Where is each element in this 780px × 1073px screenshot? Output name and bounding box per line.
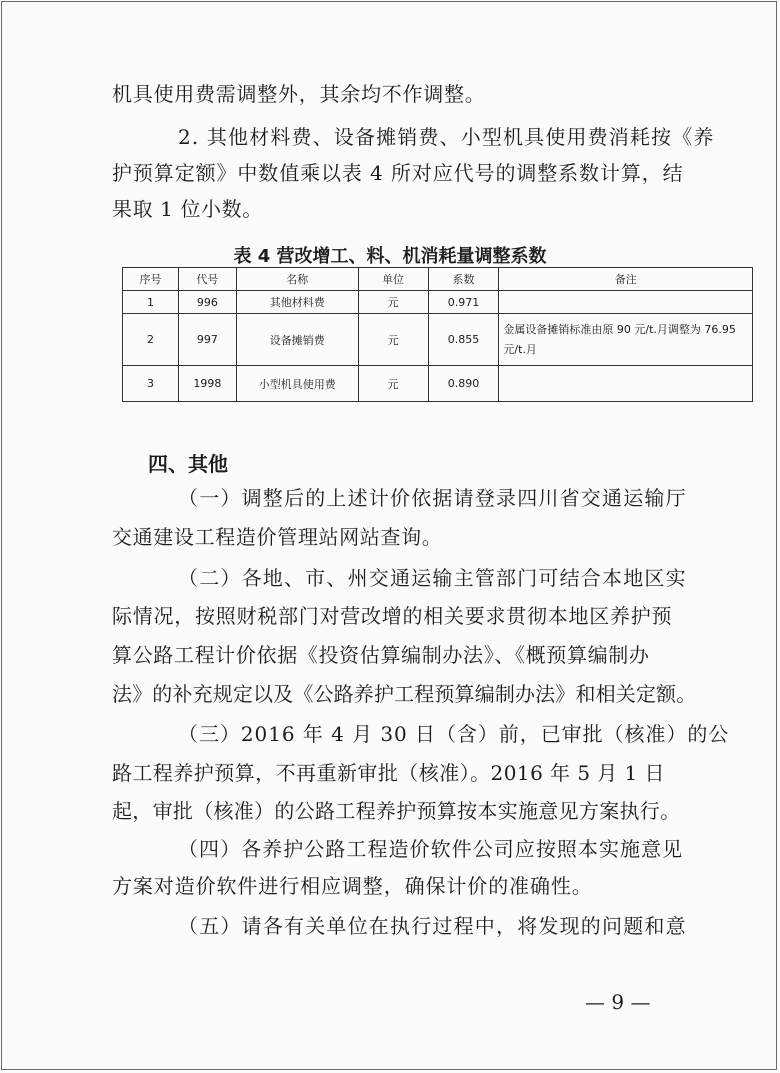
table-row: [123, 366, 753, 402]
paragraph-line: 果取 1 位小数。: [112, 197, 263, 221]
paragraph-line: 护预算定额》中数值乘以表 4 所对应代号的调整系数计算，结: [112, 161, 684, 185]
table-row: [123, 314, 753, 366]
table-cell: 设备摊销费: [236, 314, 358, 366]
paragraph-line: 算公路工程计价依据《投资估算编制办法》、《概预算编制办: [112, 643, 650, 667]
table-cell: 元: [358, 314, 428, 366]
paragraph-line: （二）各地、市、州交通运输主管部门可结合本地区实: [178, 566, 687, 590]
table-cell: 997: [178, 314, 236, 366]
paragraph-line: （一）调整后的上述计价依据请登录四川省交通运输厅: [178, 486, 687, 510]
header-coefficient: 系数: [428, 268, 499, 291]
table-cell: 小型机具使用费: [236, 366, 358, 402]
paragraph-line: 法》的补充规定以及《公路养护工程预算编制办法》和相关定额。: [112, 682, 697, 706]
page-number: — 9 —: [585, 990, 651, 1014]
table-header-row: [123, 268, 753, 291]
coefficient-table: [122, 267, 753, 402]
table-cell: 996: [178, 291, 236, 314]
table-cell-remark: 金属设备摊销标准由原 90 元/t.月调整为 76.95 元/t.月: [499, 314, 753, 366]
section-heading: 四、其他: [148, 452, 228, 476]
table-cell: 0.855: [428, 314, 499, 366]
header-unit: 单位: [358, 268, 428, 291]
table-cell: 1998: [178, 366, 236, 402]
table-cell: 2: [123, 314, 179, 366]
header-code: 代号: [178, 268, 236, 291]
paragraph-line: 交通建设工程造价管理站网站查询。: [112, 525, 443, 549]
table-cell: 0.890: [428, 366, 499, 402]
header-index: 序号: [123, 268, 179, 291]
paragraph-line: 2. 其他材料费、设备摊销费、小型机具使用费消耗按《养: [178, 125, 715, 149]
header-remark: 备注: [499, 268, 753, 291]
table-title: 表 4 营改增工、料、机消耗量调整系数: [233, 246, 547, 267]
paragraph-line: 方案对造价软件进行相应调整，确保计价的准确性。: [112, 874, 593, 898]
table-cell: 3: [123, 366, 179, 402]
paragraph-line: （四）各养护公路工程造价软件公司应按照本实施意见: [178, 837, 684, 861]
table-row: [123, 291, 753, 314]
table-cell: [499, 291, 753, 314]
paragraph-line: （三）2016 年 4 月 30 日（含）前，已审批（核准）的公: [178, 722, 730, 746]
table-cell: 元: [358, 366, 428, 402]
paragraph-line: （五）请各有关单位在执行过程中，将发现的问题和意: [178, 914, 687, 938]
table-cell: 0.971: [428, 291, 499, 314]
table-cell: 元: [358, 291, 428, 314]
table-cell: 1: [123, 291, 179, 314]
header-name: 名称: [236, 268, 358, 291]
table-cell: [499, 366, 753, 402]
paragraph-line: 路工程养护预算，不再重新审批（核准）。2016 年 5 月 1 日: [112, 761, 665, 785]
paragraph-line: 际情况，按照财税部门对营改增的相关要求贯彻本地区养护预: [112, 604, 673, 628]
paragraph-line: 起，审批（核准）的公路工程养护预算按本实施意见方案执行。: [112, 799, 681, 823]
table-cell: 其他材料费: [236, 291, 358, 314]
paragraph-line: 机具使用费需调整外，其余均不作调整。: [112, 82, 486, 106]
